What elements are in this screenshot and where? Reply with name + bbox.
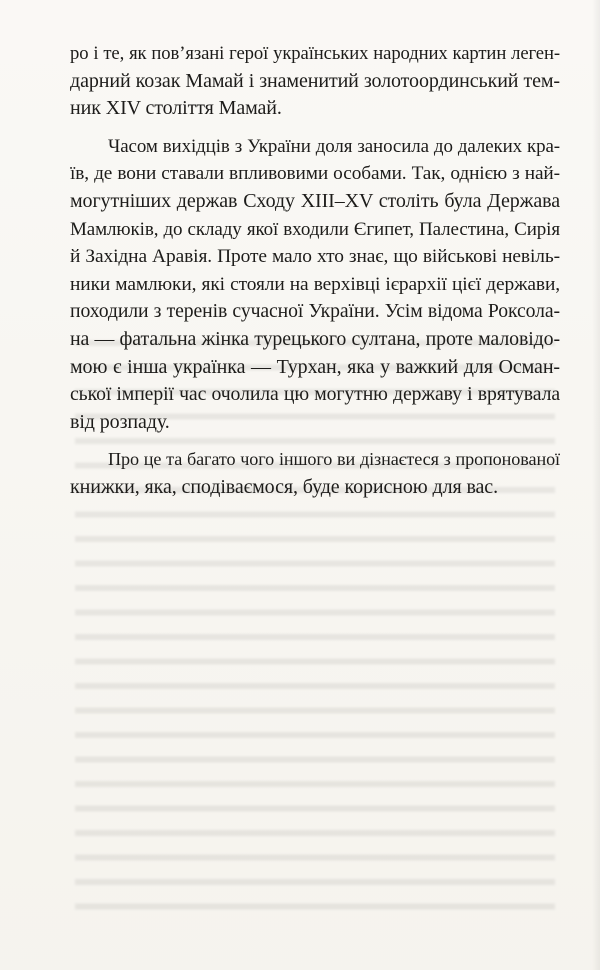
text-line: Мамлюків, до складу якої входили Єгипет, Палестина, Сирія xyxy=(70,218,560,240)
text-line: ники мамлюки, які стояли на верхівці ієрархії цієї держави, xyxy=(70,273,560,295)
text-line: книжки, яка, сподіваємося, буде корисною для вас. xyxy=(70,475,498,498)
page-edge-shadow xyxy=(592,0,600,970)
text-line: ро і те, як пов’язані герої українських народних картин леген- xyxy=(70,43,560,64)
text-line: ник XIV століття Мамай. xyxy=(70,97,282,120)
text-line: походили з теренів сучасної України. Усім відома Роксола- xyxy=(70,300,560,323)
text-line: Часом вихідців з України доля заносила до далеких кра- xyxy=(108,135,560,157)
text-line: Про це та багато чого іншого ви дізнаєтеся з пропонованої xyxy=(108,449,560,470)
text-line: й Західна Аравія. Проте мало хто знає, що військові невіль- xyxy=(70,246,560,268)
text-line: їв, де вони ставали впливовими особами. Так, однією з най- xyxy=(70,163,560,185)
text-line: ської імперії час очолила цю могутню державу і врятувала xyxy=(70,383,560,406)
text-line: могутніших держав Сходу XIII–XV століть була Держава xyxy=(70,189,560,212)
text-line: на — фатальна жінка турецького султана, проте маловідо- xyxy=(70,327,560,350)
paragraph xyxy=(70,40,560,123)
text-line: мою є інша українка — Турхан, яка у важкий для Осман- xyxy=(70,355,560,378)
paragraph xyxy=(70,446,560,501)
page-text xyxy=(70,40,560,502)
paragraph xyxy=(70,133,560,437)
text-line: дарний козак Мамай і знаменитий золотоординський тем- xyxy=(70,69,560,92)
text-line: від розпаду. xyxy=(70,410,170,433)
